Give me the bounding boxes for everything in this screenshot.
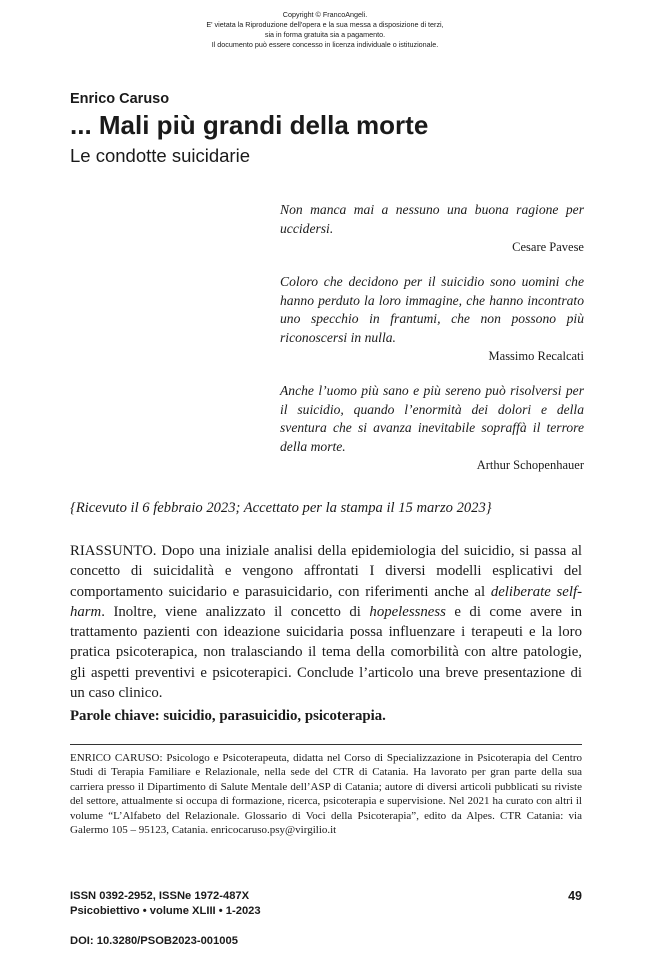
copyright-line: Il documento può essere concesso in licenza individuale o istituzionale. — [211, 40, 439, 49]
author-bio: ENRICO CARUSO: Psicologo e Psicoterapeuta, didatta nel Corso di Specializzazione in Psicoterapia del Centro Studi di Terapia Familiare e Relazionale, nella sede del CTR di Catania. Ha lavorato per gran parte della sua carriera presso il Dipartimento di Salute Mentale dell’ASP di Catania; autore di diversi articoli pubblicati su riviste del settore, attualmente si occupa di formazione, ricerca, psicoterapia e supervisione. Nel 2021 ha curato con altri il volume “L’Alfabeto del Relazionale. Glossario di Voci della Psicoterapia”, edito da Alpes. CTR Catania: via Galermo 105 – 95123, Catania. enricocaruso.psy@virgilio.it — [70, 752, 582, 837]
copyright-line: sia in forma gratuita sia a pagamento. — [264, 30, 386, 39]
epigraph-author: Massimo Recalcati — [488, 349, 584, 363]
epigraphs — [280, 201, 584, 491]
epigraph — [280, 201, 584, 256]
page-number: 49 — [568, 889, 582, 903]
epigraph-quote: Anche l’uomo più sano e più sereno può risolversi per il suicidio, quando l’enormità dei dolori e della sventura che si avanza inevitabile sopraffà il terrore della morte. — [280, 383, 584, 454]
abstract-term: deliberate self-harm — [70, 583, 582, 620]
abstract-text: e di come avere in trattamento pazienti con ideazione suicidaria possa influenzare i terapeuti e la loro pratica psicoterapica, non tralasciando il tema della comorbilità con altre patologie, gli aspetti preventivi e psicoterapici. Conclude l’articolo una breve presentazione di un caso clinico. — [70, 603, 583, 702]
article-author: Enrico Caruso — [70, 91, 170, 107]
epigraph-quote: Coloro che decidono per il suicidio sono uomini che hanno perduto la loro immagine, che hanno incontrato uno specchio in frantumi, che non possono più riconoscersi in nulla. — [280, 274, 584, 345]
abstract-term: hopelessness — [369, 603, 446, 620]
epigraph-quote: Non manca mai a nessuno una buona ragione per uccidersi. — [280, 202, 584, 236]
doi: DOI: 10.3280/PSOB2023-001005 — [70, 935, 238, 947]
copyright-notice — [0, 10, 650, 50]
epigraph — [280, 273, 584, 365]
received-dates: {Ricevuto il 6 febbraio 2023; Accettato per la stampa il 15 marzo 2023} — [70, 500, 492, 516]
keywords: Parole chiave: suicidio, parasuicidio, psicoterapia. — [70, 708, 386, 724]
abstract-text: . Inoltre, viene analizzato il concetto di — [101, 603, 370, 620]
journal-info: Psicobiettivo • volume XLIII • 1-2023 — [70, 905, 261, 917]
issn: ISSN 0392-2952, ISSNe 1972-487X — [70, 890, 250, 902]
copyright-line: E' vietata la Riproduzione dell'opera e la sua messa a disposizione di terzi, — [206, 20, 444, 29]
abstract-text: RIASSUNTO. Dopo una iniziale analisi della epidemiologia del suicidio, si passa al concetto di suicidalità e vengono affrontati I diversi modelli esplicativi del comportamento suicidario e parasuicidario, con riferimenti anche al — [70, 543, 582, 600]
epigraph-author: Arthur Schopenhauer — [476, 458, 584, 472]
abstract — [70, 541, 582, 703]
epigraph — [280, 382, 584, 474]
copyright-line: Copyright © FrancoAngeli. — [282, 10, 368, 19]
divider — [70, 744, 582, 745]
article-title: ... Mali più grandi della morte — [70, 110, 429, 140]
epigraph-author: Cesare Pavese — [512, 240, 584, 254]
article-subtitle: Le condotte suicidarie — [70, 145, 250, 166]
